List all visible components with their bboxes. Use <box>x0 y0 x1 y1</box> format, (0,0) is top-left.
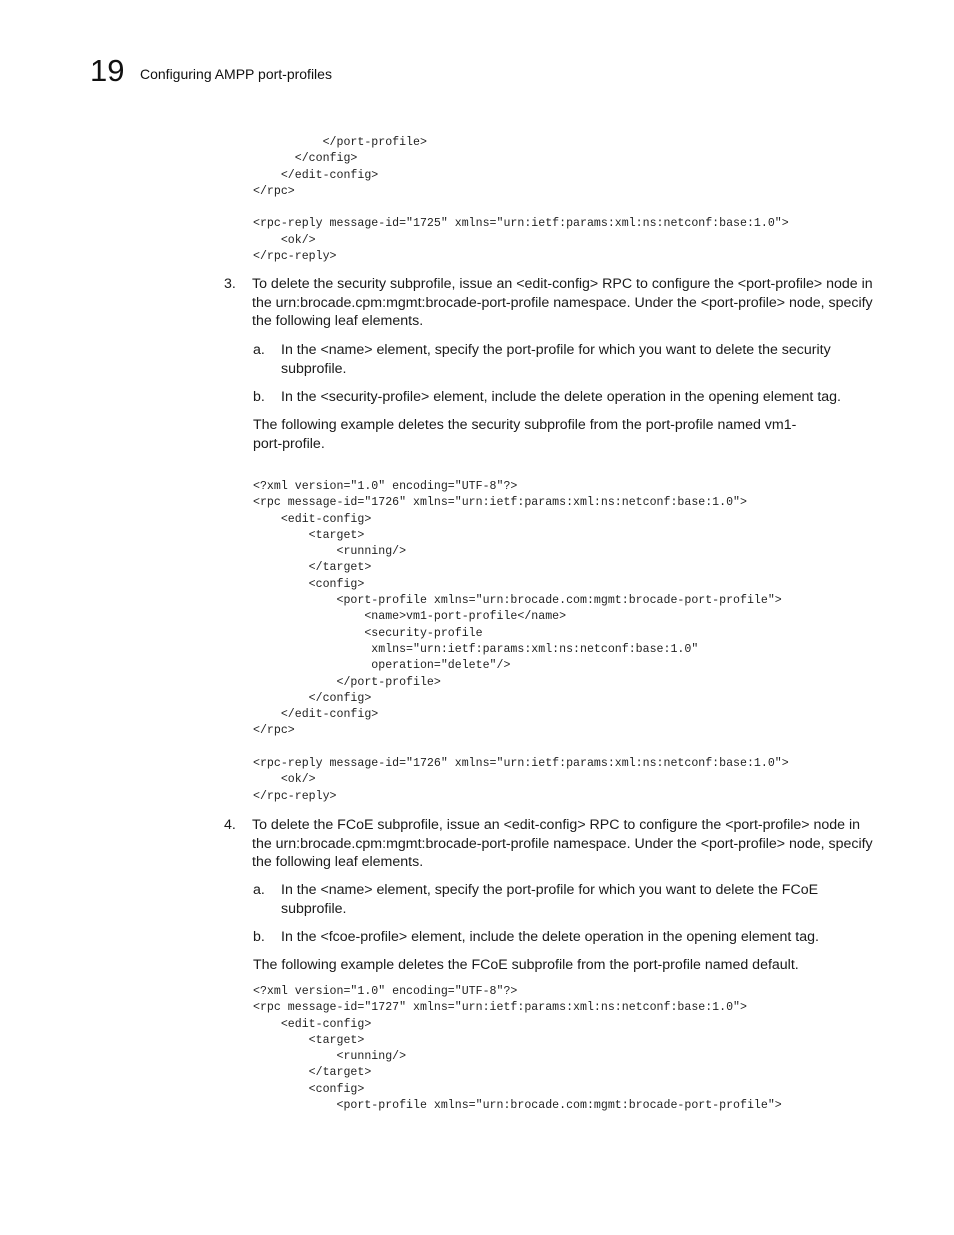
code-line: </rpc-reply> <box>253 789 337 803</box>
chapter-title: Configuring AMPP port-profiles <box>140 66 332 82</box>
code-line: xmlns="urn:ietf:params:xml:ns:netconf:base:1.0" <box>253 642 699 656</box>
code-line: <ok/> <box>253 233 316 247</box>
code-line: </target> <box>253 561 372 575</box>
substep-3a <box>253 341 875 378</box>
code-line: <rpc-reply message-id="1726" xmlns="urn:ietf:params:xml:ns:netconf:base:1.0"> <box>253 757 789 771</box>
code-line: </rpc> <box>253 724 295 738</box>
code-line: operation="delete"/> <box>253 659 511 673</box>
step-4 <box>224 816 874 872</box>
code-line: </target> <box>253 1066 372 1080</box>
code-line: </port-profile> <box>253 136 427 149</box>
code-line: </config> <box>253 152 358 166</box>
substep-text: In the <name> element, specify the port-profile for which you want to delete the FCoE subprofile. <box>281 882 819 917</box>
code-line: </port-profile> <box>253 675 441 689</box>
step-number: 3. <box>224 276 236 292</box>
substep-3b <box>253 388 875 407</box>
code-line <box>253 740 789 756</box>
chapter-number: 19 <box>90 53 125 88</box>
substep-4a <box>253 881 875 918</box>
example-intro-4: The following example deletes the FCoE subprofile from the port-profile named default. <box>253 957 799 973</box>
code-line: <running/> <box>253 1050 407 1064</box>
code-block-2 <box>253 479 789 805</box>
substep-letter: a. <box>253 342 265 358</box>
step-text: To delete the security subprofile, issue an <edit-config> RPC to configure the <port-profile> node in the urn:brocade.cpm:mgmt:brocade-port-profile namespace. Under the <port-profile> node, specify the following leaf elements. <box>252 276 873 330</box>
code-line: <rpc message-id="1727" xmlns="urn:ietf:params:xml:ns:netconf:base:1.0"> <box>253 1001 747 1015</box>
substep-text: In the <fcoe-profile> element, include the delete operation in the opening element tag. <box>281 929 819 945</box>
code-line: <running/> <box>253 545 407 559</box>
code-line: </rpc> <box>253 184 295 198</box>
substep-letter: a. <box>253 882 265 898</box>
step-3 <box>224 275 874 331</box>
substep-4b <box>253 928 875 947</box>
code-line: <rpc-reply message-id="1725" xmlns="urn:ietf:params:xml:ns:netconf:base:1.0"> <box>253 217 789 231</box>
code-line: <port-profile xmlns="urn:brocade.com:mgmt:brocade-port-profile"> <box>253 594 782 608</box>
code-line: <edit-config> <box>253 1017 372 1031</box>
substep-text: In the <security-profile> element, include the delete operation in the opening element tag. <box>281 389 841 405</box>
code-block-3 <box>253 984 782 1114</box>
code-line: </edit-config> <box>253 708 379 722</box>
code-line: <port-profile xmlns="urn:brocade.com:mgmt:brocade-port-profile"> <box>253 1099 782 1113</box>
code-line: <target> <box>253 1033 365 1047</box>
code-line: <?xml version="1.0" encoding="UTF-8"?> <box>253 480 518 493</box>
code-line: <target> <box>253 528 365 542</box>
code-line: <?xml version="1.0" encoding="UTF-8"?> <box>253 985 518 998</box>
code-line: <ok/> <box>253 773 316 787</box>
substep-letter: b. <box>253 929 265 945</box>
step-number: 4. <box>224 817 236 833</box>
code-line: <rpc message-id="1726" xmlns="urn:ietf:params:xml:ns:netconf:base:1.0"> <box>253 496 747 510</box>
code-line <box>253 200 789 216</box>
code-line: <edit-config> <box>253 512 372 526</box>
code-block-1 <box>253 135 789 265</box>
code-line: <config> <box>253 1082 365 1096</box>
step-text: To delete the FCoE subprofile, issue an <edit-config> RPC to configure the <port-profile> node in the urn:brocade.cpm:mgmt:brocade-port-profile namespace. Under the <port-profile> node, specify the following leaf elements. <box>252 817 873 871</box>
example-intro-3: The following example deletes the security subprofile from the port-profile named vm1-port-profile. <box>253 417 797 452</box>
substep-letter: b. <box>253 389 265 405</box>
code-line: </edit-config> <box>253 168 379 182</box>
code-line: <name>vm1-port-profile</name> <box>253 610 567 624</box>
code-line: </config> <box>253 691 372 705</box>
code-line: <security-profile <box>253 626 483 640</box>
code-line: </rpc-reply> <box>253 250 337 264</box>
substep-text: In the <name> element, specify the port-profile for which you want to delete the security subprofile. <box>281 342 831 377</box>
code-line: <config> <box>253 577 365 591</box>
